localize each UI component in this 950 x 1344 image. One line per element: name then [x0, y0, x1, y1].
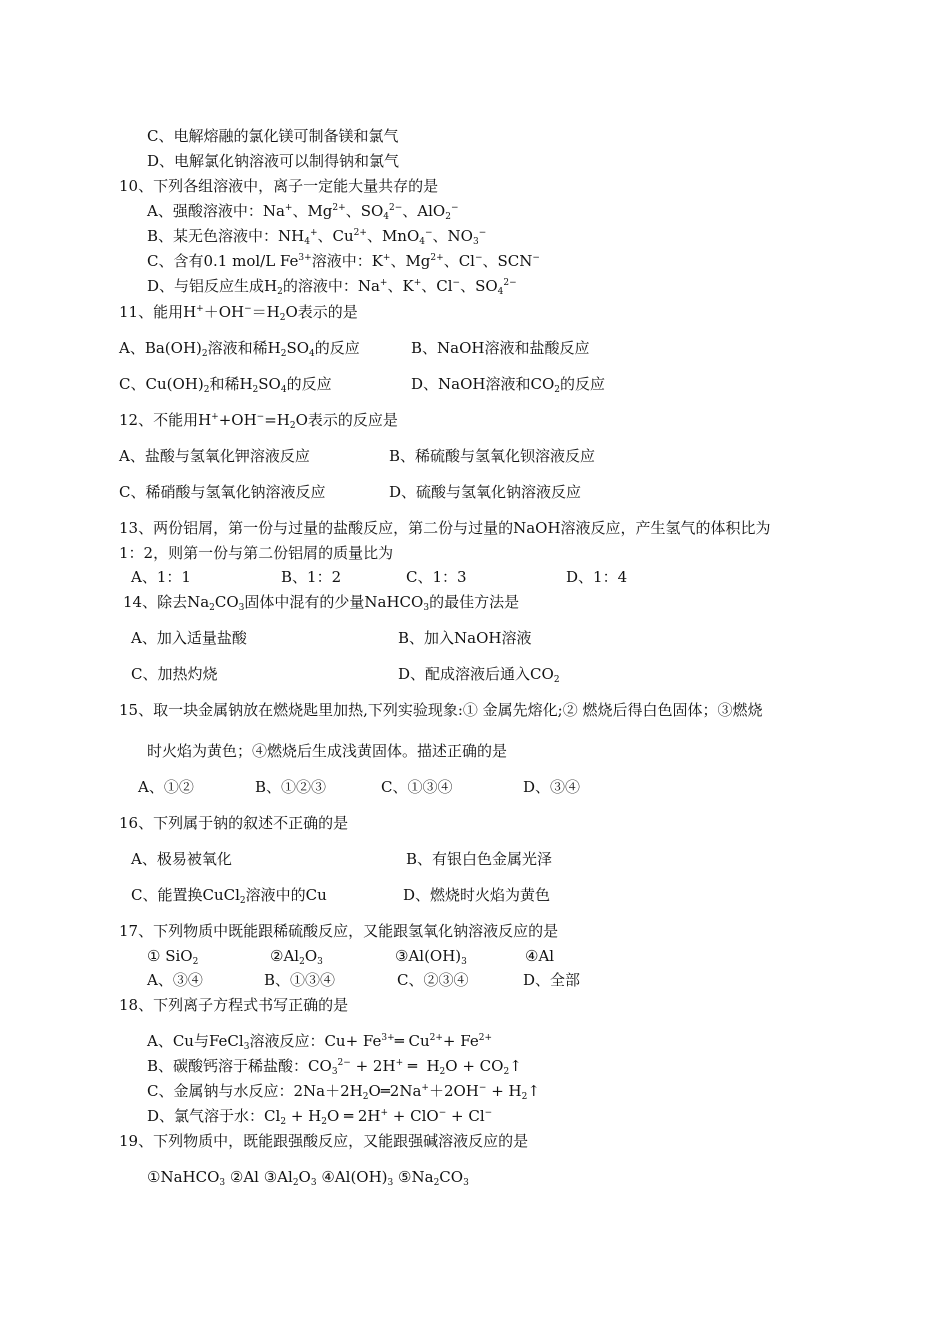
q10-option-d: D、与铝反应生成$H_2$的溶液中：Na+、K+、Cl−、$SO_4^{2-}$	[147, 277, 517, 297]
q13-stem-line2: 1：2，则第一份与第二份铝屑的质量比为	[119, 544, 394, 562]
q19-substances: ①NaHCO$_3$ ②Al $③Al_2O_3$ $④Al(OH)_3$ $⑤Na_2CO_3$	[147, 1168, 469, 1188]
q13-stem-line1: 13、两份铝屑，第一份与过量的盐酸反应，第二份与过量的NaOH溶液反应，产生氢气的体积比为	[119, 519, 771, 537]
q18-option-d: D、氯气溶于水：$Cl_2 + H_2O$ ═ 2H+ + ClO− + Cl−	[147, 1107, 493, 1127]
q10-option-b: B、某无色溶液中：$NH_4^+$、$Cu^{2+}$、MnO$_4$−、$NO_3^-$	[147, 227, 487, 247]
q12-option-a: A、盐酸与氢氧化钾溶液反应	[119, 447, 310, 465]
q10-option-a: A、强酸溶液中：Na+、$Mg^{2+}$、$SO_4^{2-}$、AlO$_2$−	[147, 202, 459, 222]
q19-stem: 19、下列物质中，既能跟强酸反应，又能跟强碱溶液反应的是	[119, 1132, 529, 1150]
q17-substance-3: $③Al(OH)_3$	[395, 947, 467, 967]
q11-option-c: C、$Cu(OH)_2$和稀$H_2SO_4$的反应	[119, 375, 332, 395]
q12-stem: 12、不能用$H^++OH^-=H_2O$表示的反应是	[119, 411, 398, 431]
q18-option-c: C、金属钠与水反应：$2Na+2H_2O═2Na^++2OH^-$ + $H_2↑$	[147, 1082, 540, 1102]
q15-option-c: C、①③④	[381, 778, 453, 796]
q14-option-c: C、加热灼烧	[131, 665, 218, 683]
q12-option-d: D、硫酸与氢氧化钠溶液反应	[389, 483, 582, 501]
q17-option-d: D、全部	[523, 971, 581, 989]
q14-option-d: D、配成溶液后通入$CO_2$	[398, 665, 560, 685]
q13-option-b: B、1：2	[281, 568, 342, 586]
q10-stem: 10、下列各组溶液中，离子一定能大量共存的是	[119, 177, 439, 195]
q17-substance-4: ④Al	[525, 947, 555, 965]
q10-option-c: C、含有0.1 mol/L $Fe^{3+}$溶液中：K+、$Mg^{2+}$、Cl−、SCN−	[147, 252, 540, 270]
q17-option-b: B、①③④	[264, 971, 336, 989]
q18-stem: 18、下列离子方程式书写正确的是	[119, 996, 349, 1014]
q11-option-b: B、NaOH溶液和盐酸反应	[411, 339, 590, 357]
q17-option-c: C、②③④	[397, 971, 469, 989]
q17-stem: 17、下列物质中既能跟稀硫酸反应，又能跟氢氧化钠溶液反应的是	[119, 922, 559, 940]
q9-option-d: D、电解氯化钠溶液可以制得钠和氯气	[147, 152, 400, 170]
q14-option-b: B、加入NaOH溶液	[398, 629, 532, 647]
q11-stem: 11、能用$H^++OH^-=H_2O$表示的是	[119, 303, 358, 323]
q16-option-b: B、有银白色金属光泽	[406, 850, 553, 868]
q15-option-a: A、①②	[138, 778, 194, 796]
q12-option-b: B、稀硫酸与氢氧化钡溶液反应	[389, 447, 596, 465]
q13-option-c: C、1：3	[406, 568, 467, 586]
q15-stem-line2: 时火焰为黄色；④燃烧后生成浅黄固体。描述正确的是	[147, 742, 508, 760]
q18-option-a: A、Cu与FeCl$_3$溶液反应：$Cu+ Fe^{3+}═$ $Cu^{2+}+ Fe^{2+}$	[147, 1032, 492, 1052]
q16-option-d: D、燃烧时火焰为黄色	[403, 886, 551, 904]
q15-option-d: D、③④	[523, 778, 581, 796]
q13-option-d: D、1：4	[566, 568, 628, 586]
q12-option-c: C、稀硝酸与氢氧化钠溶液反应	[119, 483, 326, 501]
q16-stem: 16、下列属于钠的叙述不正确的是	[119, 814, 349, 832]
q16-option-a: A、极易被氧化	[131, 850, 232, 868]
q11-option-d: D、NaOH溶液和$CO_2$的反应	[411, 375, 605, 395]
q14-option-a: A、加入适量盐酸	[131, 629, 247, 647]
q16-option-c: C、能置换CuCl$_2$溶液中的Cu	[131, 886, 327, 906]
q13-option-a: A、1：1	[131, 568, 191, 586]
q9-option-c: C、电解熔融的氯化镁可制备镁和氯气	[147, 127, 399, 145]
q14-stem: 14、除去$Na_2CO_3$固体中混有的少量NaHCO$_3$的最佳方法是	[123, 593, 520, 613]
q15-stem-line1: 15、取一块金属钠放在燃烧匙里加热,下列实验现象:① 金属先熔化;② 燃烧后得白色固体；③燃烧	[119, 701, 763, 719]
q11-option-a: A、$Ba(OH)_2$溶液和稀$H_2SO_4$的反应	[119, 339, 360, 359]
q17-option-a: A、③④	[147, 971, 203, 989]
q17-substance-1: ① SiO$_2$	[147, 947, 199, 967]
q18-option-b: B、碳酸钙溶于稀盐酸：$CO_3^{2-} + 2H^+$ ═ $H_2O$ + $CO_2↑$	[147, 1057, 522, 1077]
q17-substance-2: $②Al_2O_3$	[270, 947, 323, 967]
q15-option-b: B、①②③	[255, 778, 327, 796]
